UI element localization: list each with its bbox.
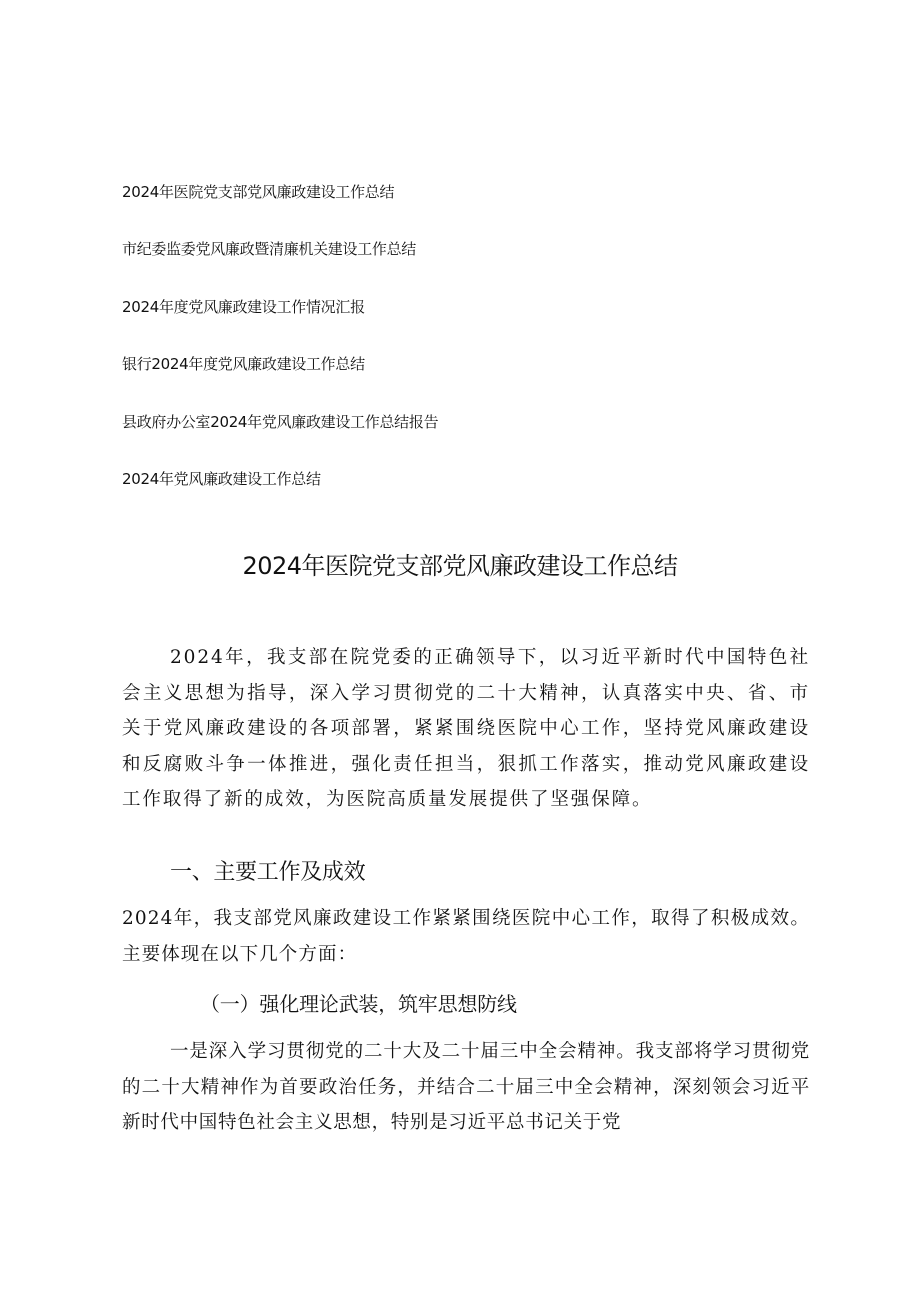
toc-item-2: 市纪委监委党风廉政暨清廉机关建设工作总结 bbox=[122, 240, 417, 259]
toc-item-1: 2024年医院党支部党风廉政建设工作总结 bbox=[122, 183, 395, 201]
subsection-paragraph: 一是深入学习贯彻党的二十大及二十届三中全会精神。我支部将学习贯彻党的二十大精神作为首要政治任务，并结合二十届三中全会精神，深刻领会习近平新时代中国特色社会主义思想，特别是习近平总书记关于党 bbox=[122, 1041, 810, 1133]
toc-item-4: 银行2024年度党风廉政建设工作总结 bbox=[122, 355, 365, 374]
subsection-heading: （一）强化理论武装，筑牢思想防线 bbox=[200, 992, 517, 1016]
document-title: 2024年医院党支部党风廉政建设工作总结 bbox=[242, 552, 678, 580]
toc-item-5: 县政府办公室2024年党风廉政建设工作总结报告 bbox=[122, 412, 439, 431]
toc-item-3: 2024年度党风廉政建设工作情况汇报 bbox=[122, 297, 365, 316]
table-of-contents bbox=[122, 182, 438, 526]
section-intro-paragraph: 2024年，我支部党风廉政建设工作紧紧围绕医院中心工作，取得了积极成效。主要体现在以下几个方面： bbox=[122, 908, 810, 965]
toc-item-6: 2024年党风廉政建设工作总结 bbox=[122, 469, 321, 488]
intro-paragraph: 2024年，我支部在院党委的正确领导下，以习近平新时代中国特色社会主义思想为指导，深入学习贯彻党的二十大精神，认真落实中央、省、市关于党风廉政建设的各项部署，紧紧围绕医院中心工作，坚持党风廉政建设和反腐败斗争一体推进，强化责任担当，狠抓工作落实，推动党风廉政建设工作取得了新的成效，为医院高质量发展提供了坚强保障。 bbox=[122, 647, 810, 810]
section-heading: 一、主要工作及成效 bbox=[170, 860, 366, 885]
